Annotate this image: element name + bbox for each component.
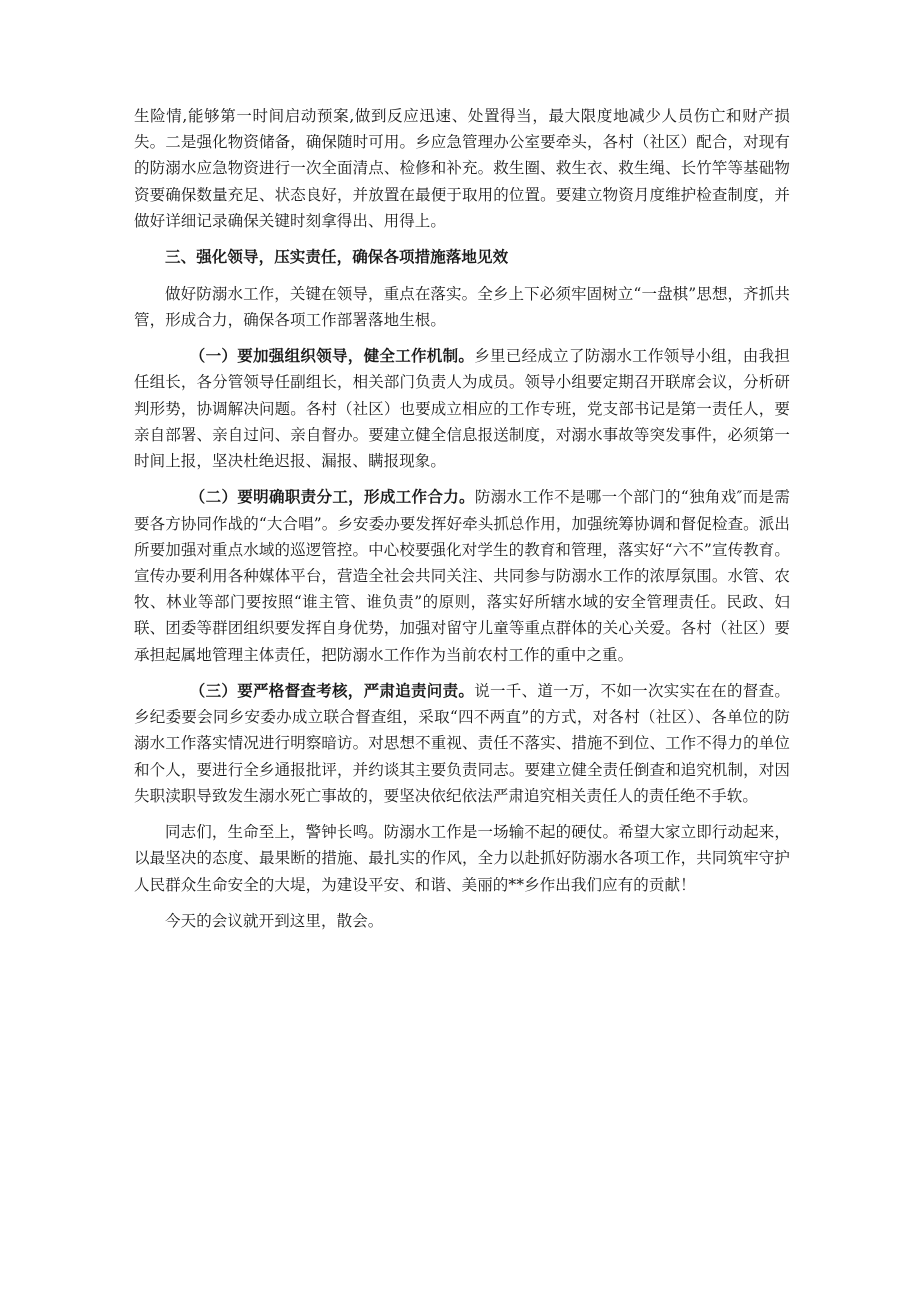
paragraph-adjourn (134, 908, 790, 934)
paragraph-item-1 (134, 343, 790, 474)
paragraph-item-2 (134, 484, 790, 667)
paragraph-lead: （二）要明确职责分工，形成工作合力。 (189, 487, 475, 507)
paragraph-continuation (134, 103, 790, 234)
paragraph-text: 乡里已经成立了防溺水工作领导小组，由我担任组长，各分管领导任副组长，相关部门负责人为成员。领导小组要定期召开联席会议，分析研判形势，协调解决问题。各村（社区）也要成立相应的工作专班，党支部书记是第一责任人，要亲自部署、亲自过问、亲自督办。要建立健全信息报送制度，对溺水事故等突发事件，必须第一时间上报，坚决杜绝迟报、漏报、瞒报现象。 (134, 347, 790, 470)
paragraph-text: 同志们，生命至上，警钟长鸣。防溺水工作是一场输不起的硬仗。希望大家立即行动起来，以最坚决的态度、最果断的措施、最扎实的作风，全力以赴抓好防溺水各项工作，共同筑牢守护人民群众生命安全的大堤，为建设平安、和谐、美丽的**乡作出我们应有的贡献！ (134, 823, 790, 894)
paragraph-text: 做好防溺水工作，关键在领导，重点在落实。全乡上下必须牢固树立“一盘棋”思想，齐抓共管，形成合力，确保各项工作部署落地生根。 (134, 284, 790, 329)
paragraph-lead: （一）要加强组织领导，健全工作机制。 (189, 346, 475, 366)
paragraph-text: 今天的会议就开到这里，散会。 (165, 912, 384, 930)
paragraph-text: 防溺水工作不是哪一个部门的“独角戏″而是需要各方协同作战的“大合唱”。乡安委办要发挥好牵头抓总作用，加强统筹协调和督促检查。派出所要加强对重点水域的巡逻管控。中心校要强化对学生的教育和管理，落实好“六不”宣传教育。宣传办要利用各种媒体平台，营造全社会共同关注、共同参与防溺水工作的浓厚氛围。水管、农牧、林业等部门要按照“谁主管、谁负责”的原则，落实好所辖水域的安全管理责任。民政、妇联、团委等群团组织要发挥自身优势，加强对留守儿童等重点群体的关心关爱。各村（社区）要承担起属地管理主体责任，把防溺水工作作为当前农村工作的重中之重。 (134, 488, 790, 664)
document-body (134, 103, 790, 944)
section-heading: 三、强化领导，压实责任，确保各项措施落地见效 (165, 247, 509, 267)
paragraph-text: 说一千、道一万，不如一次实实在在的督查。乡纪委要会同乡安委办成立联合督查组，采取“四不两直”的方式，对各村（社区）、各单位的防溺水工作落实情况进行明察暗访。对思想不重视、责任不落实、措施不到位、工作不得力的单位和个人，要进行全乡通报批评，并约谈其主要负责同志。要建立健全责任倒查和追究机制，对因失职渎职导致发生溺水死亡事故的，要坚决依纪依法严肃追究相关责任人的责任绝不手软。 (134, 682, 790, 805)
paragraph-lead: （三）要严格督查考核，严肃追责问责。 (189, 681, 475, 700)
paragraph-text: 生险情,能够第一时间启动预案,做到反应迅速、处置得当，最大限度地减少人员伤亡和财产损失。二是强化物资储备，确保随时可用。乡应急管理办公室要牵头，各村（社区）配合，对现有的防溺水应急物资进行一次全面清点、检修和补充。救生圈、救生衣、救生绳、长竹竿等基础物资要确保数量充足、状态良好，并放置在最便于取用的位置。要建立物资月度维护检查制度，并做好详细记录确保关键时刻拿得出、用得上。 (134, 107, 790, 230)
paragraph-closing (134, 819, 790, 898)
paragraph-intro (134, 281, 790, 333)
paragraph-item-3 (134, 678, 790, 809)
